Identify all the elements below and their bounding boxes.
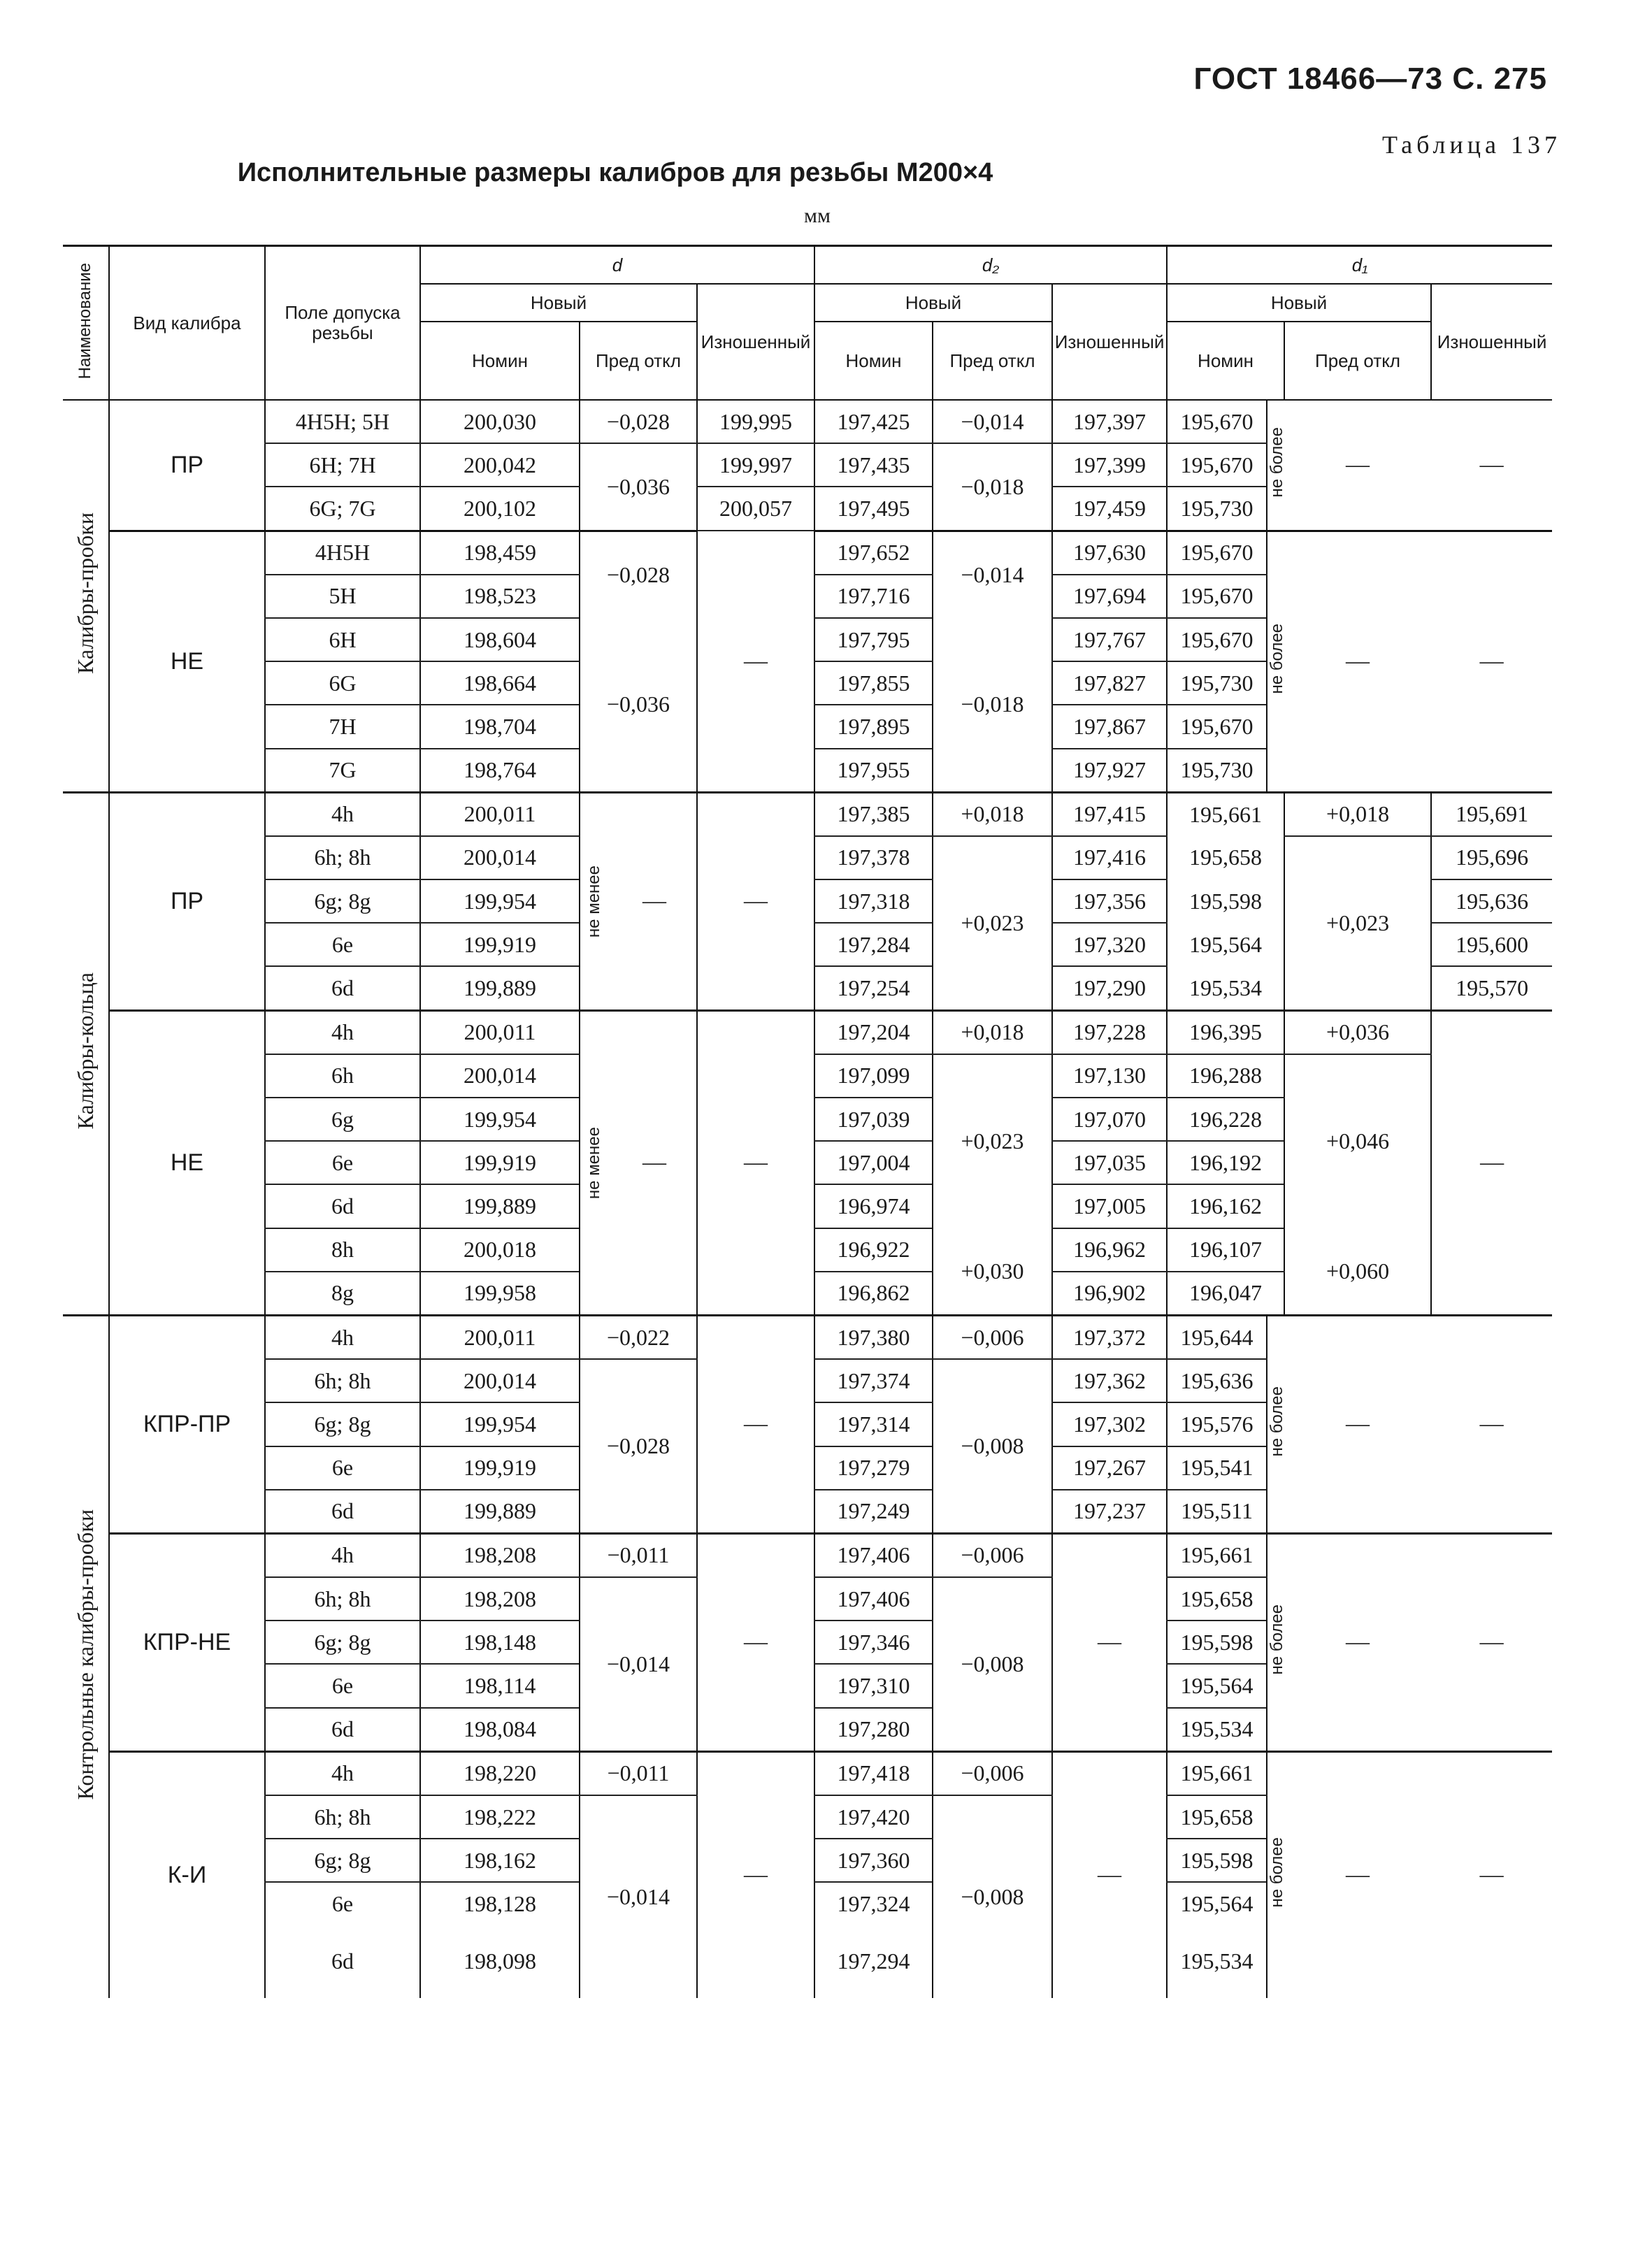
- d2-dev-cell: −0,008: [933, 1577, 1052, 1751]
- d1-cell: 195,564: [1167, 1882, 1267, 1925]
- d2-worn-cell: 197,827: [1052, 661, 1167, 705]
- d-cell: 198,764: [420, 749, 580, 793]
- d2-cell: 197,360: [814, 1839, 933, 1882]
- no-more-note: не более: [1267, 1751, 1284, 1997]
- d2-worn-cell: 197,362: [1052, 1359, 1167, 1402]
- kind-header: Вид калибра: [109, 246, 265, 401]
- d-cell: 198,208: [420, 1577, 580, 1621]
- d1-cell: 195,670: [1167, 618, 1267, 661]
- table-row: [63, 1751, 1552, 1795]
- d2-worn-cell: 197,237: [1052, 1490, 1167, 1534]
- d2-cell: 197,314: [814, 1402, 933, 1446]
- d-cell: 200,042: [420, 443, 580, 487]
- d1-cell: 195,670: [1167, 575, 1267, 618]
- table-row: [63, 531, 1552, 575]
- d2-dev-cell: −0,008: [933, 1359, 1052, 1533]
- tolerance-cell: 6g; 8g: [265, 1402, 420, 1446]
- d-cell: 199,889: [420, 966, 580, 1010]
- d2-dev-cell: +0,030: [933, 1228, 1052, 1316]
- tolerance-cell: 6g; 8g: [265, 1621, 420, 1664]
- d-new-header: Новый: [420, 284, 697, 322]
- tolerance-cell: 6h; 8h: [265, 1795, 420, 1839]
- d1-dev-header: Пред откл: [1284, 322, 1431, 400]
- d2-cell: 197,406: [814, 1533, 933, 1577]
- d-cell: 199,954: [420, 1098, 580, 1141]
- d2-cell: 197,385: [814, 792, 933, 836]
- tolerance-cell: 8g: [265, 1272, 420, 1316]
- tolerance-header: Поле допуска резьбы: [265, 246, 420, 401]
- d2-cell: 197,294: [814, 1925, 933, 1998]
- d2-cell: 197,380: [814, 1315, 933, 1359]
- no-more-note: не более: [1267, 1533, 1284, 1751]
- d1-worn-cell: —: [1431, 1315, 1552, 1533]
- gauge-dimensions-table: [63, 245, 1552, 1998]
- tolerance-cell: 6d: [265, 1490, 420, 1534]
- d-cell: 200,014: [420, 836, 580, 879]
- d1-worn-cell: 195,636: [1431, 879, 1552, 923]
- d2-worn-header: Изношенный: [1052, 284, 1167, 400]
- d2-worn-cell: 197,130: [1052, 1054, 1167, 1098]
- d1-cell: 195,670: [1167, 400, 1267, 443]
- tolerance-cell: 4h: [265, 792, 420, 836]
- tolerance-cell: 6d: [265, 966, 420, 1010]
- d-dev-cell: −0,036: [580, 618, 697, 792]
- d1-worn-cell: —: [1431, 1533, 1552, 1751]
- d1-cell: 196,107: [1167, 1228, 1284, 1272]
- tolerance-cell: 7G: [265, 749, 420, 793]
- no-less-note: не менее —: [580, 1010, 697, 1315]
- d1-cell: 195,730: [1167, 487, 1267, 531]
- d2-worn-cell: 197,397: [1052, 400, 1167, 443]
- d1-cell: 195,661: [1167, 1751, 1267, 1795]
- d2-cell: 197,652: [814, 531, 933, 575]
- d-cell: 200,014: [420, 1359, 580, 1402]
- d2-cell: 197,374: [814, 1359, 933, 1402]
- d1-worn-cell: 195,696: [1431, 836, 1552, 879]
- d1-cell: 195,541: [1167, 1446, 1267, 1490]
- d2-cell: 197,895: [814, 705, 933, 748]
- tolerance-cell: 6g; 8g: [265, 1839, 420, 1882]
- d2-worn-cell: 197,302: [1052, 1402, 1167, 1446]
- tolerance-cell: 4H5H: [265, 531, 420, 575]
- d-cell: 200,011: [420, 1315, 580, 1359]
- d1-worn-cell: 195,570: [1431, 966, 1552, 1010]
- d1-nominal-header: Номин: [1167, 322, 1284, 400]
- no-more-note: не более: [1267, 400, 1284, 531]
- d2-dev-cell: +0,018: [933, 792, 1052, 836]
- d-worn-header: Изношенный: [697, 284, 814, 400]
- group-label-rings: Калибры-кольца: [63, 792, 109, 1315]
- d-cell: 200,011: [420, 792, 580, 836]
- d1-cell: 195,670: [1167, 705, 1267, 748]
- d1-dev-cell: +0,046: [1284, 1054, 1431, 1228]
- d-cell: 198,098: [420, 1925, 580, 1998]
- d2-cell: 197,004: [814, 1141, 933, 1184]
- kind-k-i: К-И: [109, 1751, 265, 1997]
- d1-dev-cell: —: [1284, 1315, 1431, 1533]
- d2-cell: 197,039: [814, 1098, 933, 1141]
- d-dev-cell: −0,028: [580, 1359, 697, 1533]
- tolerance-cell: 8h: [265, 1228, 420, 1272]
- d-cell: 199,954: [420, 1402, 580, 1446]
- d1-cell: 195,661: [1167, 1533, 1267, 1577]
- d1-cell: 196,288: [1167, 1054, 1284, 1098]
- d1-dev-cell: —: [1284, 1533, 1431, 1751]
- d2-cell: 197,716: [814, 575, 933, 618]
- d1-cell: 196,162: [1167, 1184, 1284, 1228]
- d-cell: 198,604: [420, 618, 580, 661]
- d1-cell: 195,534: [1167, 966, 1284, 1010]
- d1-cell: 195,511: [1167, 1490, 1267, 1534]
- d-dev-header: Пред откл: [580, 322, 697, 400]
- d2-cell: 197,324: [814, 1882, 933, 1925]
- d-cell: 198,459: [420, 531, 580, 575]
- d2-worn-cell: 196,962: [1052, 1228, 1167, 1272]
- d2-cell: 197,495: [814, 487, 933, 531]
- d-cell: 200,030: [420, 400, 580, 443]
- d1-worn-header: Изношенный: [1431, 284, 1552, 400]
- table-body: [63, 400, 1552, 1998]
- d-cell: 200,018: [420, 1228, 580, 1272]
- d-cell: 200,014: [420, 1054, 580, 1098]
- d2-worn-cell: 197,070: [1052, 1098, 1167, 1141]
- d1-worn-cell: —: [1479, 452, 1504, 478]
- d-dev-cell: −0,036: [580, 443, 697, 531]
- d2-cell: 196,922: [814, 1228, 933, 1272]
- d-worn-cell: —: [697, 1533, 814, 1751]
- d2-cell: 197,378: [814, 836, 933, 879]
- table-label: Таблица 137: [1382, 131, 1561, 159]
- table-row: [63, 1533, 1552, 1577]
- d1-cell: 195,534: [1167, 1708, 1267, 1752]
- d1-cell: 195,598: [1167, 1839, 1267, 1882]
- no-less-note: не менее —: [580, 792, 697, 1010]
- d2-cell: 197,204: [814, 1010, 933, 1054]
- d2-worn-cell: 197,228: [1052, 1010, 1167, 1054]
- d1-cell: 195,730: [1167, 661, 1267, 705]
- group-label-plugs: Калибры-пробки: [73, 512, 98, 674]
- tolerance-cell: 6G; 7G: [265, 487, 420, 531]
- d2-worn-cell: 197,290: [1052, 966, 1167, 1010]
- d1-cell: 195,636: [1167, 1359, 1267, 1402]
- d-cell: 199,954: [420, 879, 580, 923]
- d2-cell: 196,974: [814, 1184, 933, 1228]
- d2-worn-cell: 197,356: [1052, 879, 1167, 923]
- d2-cell: 197,280: [814, 1708, 933, 1752]
- d-dev-cell: −0,014: [580, 1577, 697, 1751]
- d-dev-cell: −0,011: [580, 1533, 697, 1577]
- tolerance-cell: 6h; 8h: [265, 836, 420, 879]
- tolerance-cell: 6e: [265, 1882, 420, 1925]
- d-worn-cell: —: [697, 1010, 814, 1315]
- d-cell: 199,889: [420, 1490, 580, 1534]
- tolerance-cell: 6e: [265, 1141, 420, 1184]
- gauge-table-container: [63, 245, 1552, 2081]
- d2-dev-cell: −0,018: [933, 618, 1052, 792]
- d-cell: 199,919: [420, 1446, 580, 1490]
- d-cell: 198,114: [420, 1664, 580, 1707]
- group-label-control-plugs: Контрольные калибры-пробки: [63, 1315, 109, 1997]
- d1-dev-cell: —: [1284, 531, 1431, 792]
- no-more-note: не более: [1267, 531, 1284, 792]
- d2-worn-cell: 197,372: [1052, 1315, 1167, 1359]
- d-cell: 199,889: [420, 1184, 580, 1228]
- d-worn-cell: —: [697, 1315, 814, 1533]
- d2-worn-cell: 197,399: [1052, 443, 1167, 487]
- d1-worn-cell: —: [1431, 531, 1552, 792]
- d-cell: 200,011: [420, 1010, 580, 1054]
- d2-new-header: Новый: [814, 284, 1052, 322]
- d1-worn-cell: —: [1431, 1010, 1552, 1315]
- d2-worn-cell: —: [1052, 1533, 1167, 1751]
- d1-dev-cell: —: [1346, 452, 1370, 478]
- d2-dev-header: Пред откл: [933, 322, 1052, 400]
- tolerance-cell: 6H; 7H: [265, 443, 420, 487]
- d-dev-cell: −0,028: [580, 400, 697, 443]
- d1-cell: 195,670: [1167, 443, 1267, 487]
- table-row: [63, 792, 1552, 836]
- d1-header: d₁: [1167, 246, 1552, 285]
- document-header: ГОСТ 18466—73 С. 275: [1193, 62, 1547, 96]
- tolerance-cell: 6e: [265, 1446, 420, 1490]
- d2-cell: 197,406: [814, 1577, 933, 1621]
- d2-cell: 197,855: [814, 661, 933, 705]
- d2-worn-cell: 197,416: [1052, 836, 1167, 879]
- d-worn-cell: —: [697, 792, 814, 1010]
- d1-cell: 195,598: [1167, 879, 1284, 923]
- d-cell: 198,664: [420, 661, 580, 705]
- d2-worn-cell: 197,694: [1052, 575, 1167, 618]
- d-cell: 199,919: [420, 923, 580, 966]
- d2-dev-cell: +0,023: [933, 1054, 1052, 1228]
- d1-cell: 195,564: [1167, 923, 1284, 966]
- d-cell: 198,523: [420, 575, 580, 618]
- d1-cell: 196,047: [1167, 1272, 1284, 1316]
- tolerance-cell: 7H: [265, 705, 420, 748]
- d2-dev-cell: −0,006: [933, 1533, 1052, 1577]
- table-header: [63, 246, 1552, 401]
- d-worn-cell: 199,995: [697, 400, 814, 443]
- table-row: [63, 1010, 1552, 1054]
- d1-worn-cell: 195,691: [1431, 792, 1552, 836]
- d2-worn-cell: —: [1052, 1751, 1167, 1997]
- d-cell: 199,958: [420, 1272, 580, 1316]
- d2-worn-cell: 197,267: [1052, 1446, 1167, 1490]
- d-cell: 198,128: [420, 1882, 580, 1925]
- d-worn-cell: —: [697, 531, 814, 792]
- d2-cell: 197,795: [814, 618, 933, 661]
- d2-worn-cell: 197,630: [1052, 531, 1167, 575]
- tolerance-cell: 6g; 8g: [265, 879, 420, 923]
- d2-cell: 197,346: [814, 1621, 933, 1664]
- d-cell: 198,208: [420, 1533, 580, 1577]
- d2-cell: 197,284: [814, 923, 933, 966]
- tolerance-cell: 6e: [265, 1664, 420, 1707]
- d-cell: 198,148: [420, 1621, 580, 1664]
- d1-cell: 195,658: [1167, 1795, 1267, 1839]
- units-label: мм: [804, 204, 831, 227]
- d-cell: 198,222: [420, 1795, 580, 1839]
- d1-new-header: Новый: [1167, 284, 1431, 322]
- tolerance-cell: 4h: [265, 1010, 420, 1054]
- d-cell: 198,084: [420, 1708, 580, 1752]
- d1-cell: 195,730: [1167, 749, 1267, 793]
- kind-ne-plug: НЕ: [109, 531, 265, 792]
- d2-cell: 197,418: [814, 1751, 933, 1795]
- d2-worn-cell: 197,459: [1052, 487, 1167, 531]
- no-more-note: не более: [1267, 1315, 1284, 1533]
- d2-dev-cell: −0,018: [933, 443, 1052, 531]
- d1-cell: 196,192: [1167, 1141, 1284, 1184]
- d1-cell: 195,576: [1167, 1402, 1267, 1446]
- d-worn-cell: 199,997: [697, 443, 814, 487]
- kind-pr-plug: ПР: [109, 400, 265, 531]
- d1-dev-cell: +0,023: [1284, 836, 1431, 1010]
- d1-cell: 195,658: [1167, 836, 1284, 879]
- d2-cell: 197,420: [814, 1795, 933, 1839]
- d-cell: 200,102: [420, 487, 580, 531]
- table-row: [63, 400, 1552, 443]
- tolerance-cell: 6h; 8h: [265, 1359, 420, 1402]
- d1-cell: 196,228: [1167, 1098, 1284, 1141]
- tolerance-cell: 4h: [265, 1751, 420, 1795]
- d2-worn-cell: 197,767: [1052, 618, 1167, 661]
- tolerance-cell: 6g: [265, 1098, 420, 1141]
- tolerance-cell: 5H: [265, 575, 420, 618]
- d-cell: 198,220: [420, 1751, 580, 1795]
- d-dev-cell: −0,028: [580, 531, 697, 618]
- d2-cell: 197,318: [814, 879, 933, 923]
- tolerance-cell: 6h: [265, 1054, 420, 1098]
- d2-worn-cell: 197,415: [1052, 792, 1167, 836]
- tolerance-cell: 4h: [265, 1533, 420, 1577]
- d2-dev-cell: −0,006: [933, 1751, 1052, 1795]
- d-header: d: [420, 246, 814, 285]
- d1-cell: 195,644: [1167, 1315, 1267, 1359]
- d2-worn-cell: 197,320: [1052, 923, 1167, 966]
- d1-worn-cell: —: [1431, 1751, 1552, 1997]
- d2-dev-cell: −0,006: [933, 1315, 1052, 1359]
- tolerance-cell: 6e: [265, 923, 420, 966]
- d2-dev-cell: −0,014: [933, 400, 1052, 443]
- d2-dev-cell: +0,018: [933, 1010, 1052, 1054]
- d1-cell: 195,658: [1167, 1577, 1267, 1621]
- d-worn-cell: 200,057: [697, 487, 814, 531]
- d1-cell: 195,661: [1167, 792, 1284, 836]
- d1-dev-cell: —: [1284, 1751, 1431, 1997]
- d2-cell: 197,435: [814, 443, 933, 487]
- d2-cell: 196,862: [814, 1272, 933, 1316]
- table-row: [63, 1315, 1552, 1359]
- d1-cell: 195,564: [1167, 1664, 1267, 1707]
- d2-cell: 197,254: [814, 966, 933, 1010]
- tolerance-cell: 4h: [265, 1315, 420, 1359]
- d1-cell: 195,670: [1167, 531, 1267, 575]
- d2-worn-cell: 197,035: [1052, 1141, 1167, 1184]
- d2-worn-cell: 196,902: [1052, 1272, 1167, 1316]
- d-nominal-header: Номин: [420, 322, 580, 400]
- d2-worn-cell: 197,927: [1052, 749, 1167, 793]
- tolerance-cell: 4H5H; 5H: [265, 400, 420, 443]
- d2-cell: 197,310: [814, 1664, 933, 1707]
- d2-worn-cell: 197,005: [1052, 1184, 1167, 1228]
- kind-pr-ring: ПР: [109, 792, 265, 1010]
- kind-ne-ring: НЕ: [109, 1010, 265, 1315]
- d2-cell: 197,249: [814, 1490, 933, 1534]
- d2-worn-cell: 197,867: [1052, 705, 1167, 748]
- d1-dev-cell: +0,060: [1284, 1228, 1431, 1316]
- tolerance-cell: 6h; 8h: [265, 1577, 420, 1621]
- tolerance-cell: 6G: [265, 661, 420, 705]
- d-cell: 199,919: [420, 1141, 580, 1184]
- kind-kpr-ne: КПР-НЕ: [109, 1533, 265, 1751]
- d2-nominal-header: Номин: [814, 322, 933, 400]
- d-dev-cell: −0,022: [580, 1315, 697, 1359]
- kind-kpr-pr: КПР-ПР: [109, 1315, 265, 1533]
- d2-dev-cell: −0,014: [933, 531, 1052, 618]
- d-cell: 198,162: [420, 1839, 580, 1882]
- d1-dev-cell: +0,018: [1284, 792, 1431, 836]
- d1-cell: 196,395: [1167, 1010, 1284, 1054]
- d2-cell: 197,099: [814, 1054, 933, 1098]
- d1-cell: 195,534: [1167, 1925, 1267, 1998]
- d-dev-cell: −0,014: [580, 1795, 697, 1998]
- d2-header: d₂: [814, 246, 1167, 285]
- d-worn-cell: —: [697, 1751, 814, 1997]
- d-cell: 198,704: [420, 705, 580, 748]
- table-title: Исполнительные размеры калибров для резьбы М200×4: [237, 158, 993, 187]
- d1-cell: 195,598: [1167, 1621, 1267, 1664]
- name-header: Наименование: [63, 246, 109, 401]
- d1-dev-cell: +0,036: [1284, 1010, 1431, 1054]
- d2-cell: 197,279: [814, 1446, 933, 1490]
- d-dev-cell: −0,011: [580, 1751, 697, 1795]
- d2-dev-cell: +0,023: [933, 836, 1052, 1010]
- d2-cell: 197,955: [814, 749, 933, 793]
- d1-worn-cell: 195,600: [1431, 923, 1552, 966]
- tolerance-cell: 6d: [265, 1708, 420, 1752]
- d2-cell: 197,425: [814, 400, 933, 443]
- tolerance-cell: 6d: [265, 1184, 420, 1228]
- tolerance-cell: 6d: [265, 1925, 420, 1998]
- tolerance-cell: 6H: [265, 618, 420, 661]
- d2-dev-cell: −0,008: [933, 1795, 1052, 1998]
